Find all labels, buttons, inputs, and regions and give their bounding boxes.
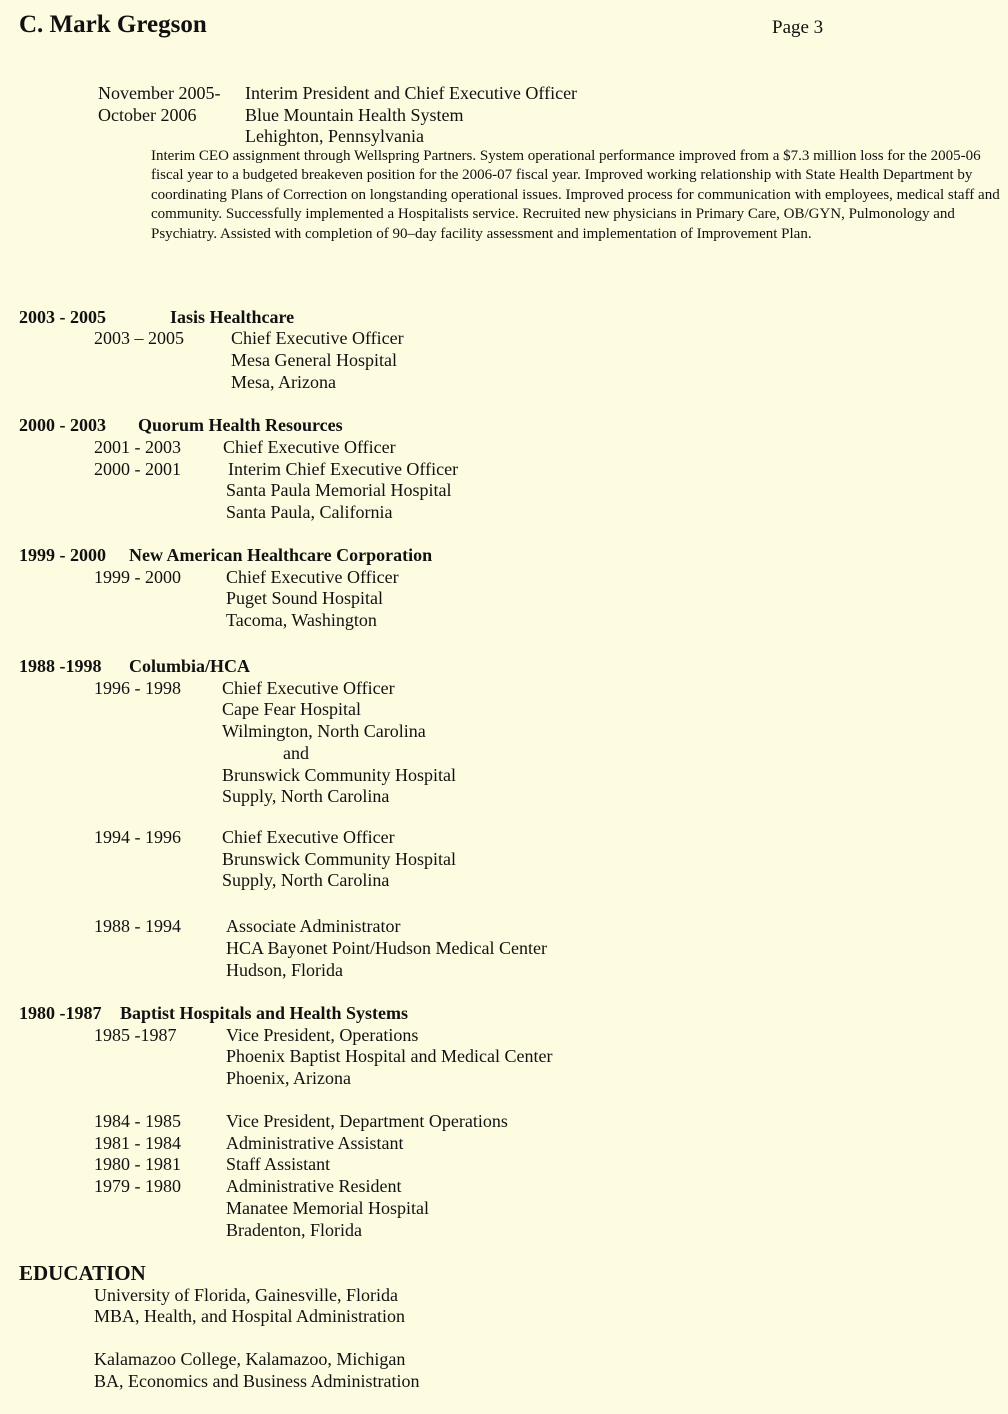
employer-years: 1999 - 2000 (19, 545, 106, 565)
resume-name: C. Mark Gregson (19, 11, 207, 38)
job-title: Interim President and Chief Executive Officer (245, 83, 578, 103)
hospital: Manatee Memorial Hospital (226, 1198, 429, 1218)
hospital: Cape Fear Hospital (222, 699, 361, 719)
employer-years: 2003 - 2005 (19, 307, 106, 327)
hospital: Brunswick Community Hospital (222, 849, 456, 869)
hospital: Phoenix Baptist Hospital and Medical Center (226, 1046, 553, 1066)
job-title: Administrative Assistant (226, 1133, 404, 1153)
date-range: 1981 - 1984 (94, 1133, 181, 1153)
date-range: October 2006 (98, 105, 197, 125)
hospital: Mesa General Hospital (231, 350, 397, 370)
employer-name: Quorum Health Resources (138, 415, 343, 435)
job-title: Chief Executive Officer (231, 328, 404, 348)
date-range: 1999 - 2000 (94, 567, 181, 587)
date-range: 2003 – 2005 (94, 328, 184, 348)
hospital: Brunswick Community Hospital (222, 765, 456, 785)
date-range: 1988 - 1994 (94, 916, 181, 936)
employer-name: New American Healthcare Corporation (129, 545, 433, 565)
job-description: Interim CEO assignment through Wellspring Partners. System operational performance improved from a $7.3 million loss for the 2005-06 fiscal year to a budgeted breakeven position for the 2006-07 fiscal year. Improved working relationship with State Health Department by coordinating Plans of Correction on longstanding operational issues. Improved process for communication with employees, medical staff and community. Successfully implemented a Hospitalists service. Recruited new physicians in Primary Care, OB/GYN, Pulmonology and Psychiatry. Assisted with completion of 90–day facility assessment and implementation of Improvement Plan. (151, 148, 1000, 242)
location: Santa Paula, California (226, 502, 393, 522)
employer-name: Iasis Healthcare (170, 307, 295, 327)
job-title: Chief Executive Officer (222, 678, 395, 698)
page-number: Page 3 (772, 17, 824, 38)
location: Hudson, Florida (226, 960, 343, 980)
job-title: Associate Administrator (226, 916, 401, 936)
employer-years: 1988 -1998 (19, 656, 102, 676)
location: Mesa, Arizona (231, 372, 336, 392)
degree: BA, Economics and Business Administration (94, 1371, 420, 1391)
degree: MBA, Health, and Hospital Administration (94, 1306, 405, 1326)
location: Supply, North Carolina (222, 786, 390, 806)
employer-years: 2000 - 2003 (19, 415, 106, 435)
employer-years: 1980 -1987 (19, 1003, 102, 1023)
location: Lehighton, Pennsylvania (245, 126, 424, 146)
date-range: 1996 - 1998 (94, 678, 181, 698)
job-title: Vice President, Operations (226, 1025, 419, 1045)
job-title: Chief Executive Officer (222, 827, 395, 847)
date-range: 2000 - 2001 (94, 459, 181, 479)
job-title: Vice President, Department Operations (226, 1111, 508, 1131)
location: Tacoma, Washington (226, 610, 377, 630)
job-title: Chief Executive Officer (226, 567, 399, 587)
location: Supply, North Carolina (222, 870, 390, 890)
location: Bradenton, Florida (226, 1220, 362, 1240)
date-range: 1980 - 1981 (94, 1154, 181, 1174)
school: Kalamazoo College, Kalamazoo, Michigan (94, 1349, 406, 1369)
location: Wilmington, North Carolina (222, 721, 426, 741)
date-range: November 2005- (98, 83, 221, 103)
job-title: Administrative Resident (226, 1176, 402, 1196)
job-title: Interim Chief Executive Officer (228, 459, 459, 479)
date-range: 1994 - 1996 (94, 827, 181, 847)
job-title: Chief Executive Officer (223, 437, 396, 457)
job-title: Staff Assistant (226, 1154, 331, 1174)
school: University of Florida, Gainesville, Florida (94, 1285, 398, 1305)
employer-name: Columbia/HCA (129, 656, 251, 676)
conjunction: and (283, 743, 309, 763)
section-heading-education: EDUCATION (19, 1261, 146, 1285)
date-range: 1984 - 1985 (94, 1111, 181, 1131)
date-range: 1985 -1987 (94, 1025, 177, 1045)
employer-name: Baptist Hospitals and Health Systems (120, 1003, 409, 1023)
hospital: Santa Paula Memorial Hospital (226, 480, 452, 500)
date-range: 1979 - 1980 (94, 1176, 181, 1196)
location: Phoenix, Arizona (226, 1068, 351, 1088)
date-range: 2001 - 2003 (94, 437, 181, 457)
organization: Blue Mountain Health System (245, 105, 464, 125)
hospital: HCA Bayonet Point/Hudson Medical Center (226, 938, 547, 958)
hospital: Puget Sound Hospital (226, 588, 384, 608)
